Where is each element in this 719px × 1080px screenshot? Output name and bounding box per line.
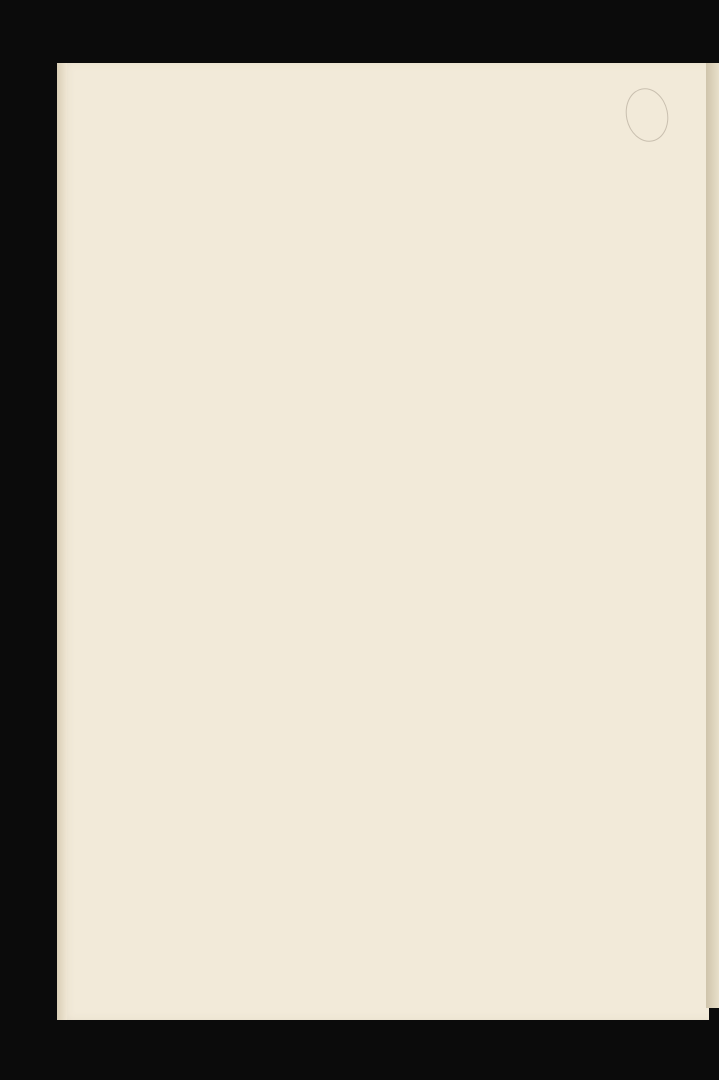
page-binding-shadow — [57, 63, 67, 1020]
fondazione-gramsci-logo — [4, 1002, 204, 1076]
next-page-edge — [706, 63, 719, 1008]
document-page — [57, 63, 709, 1020]
